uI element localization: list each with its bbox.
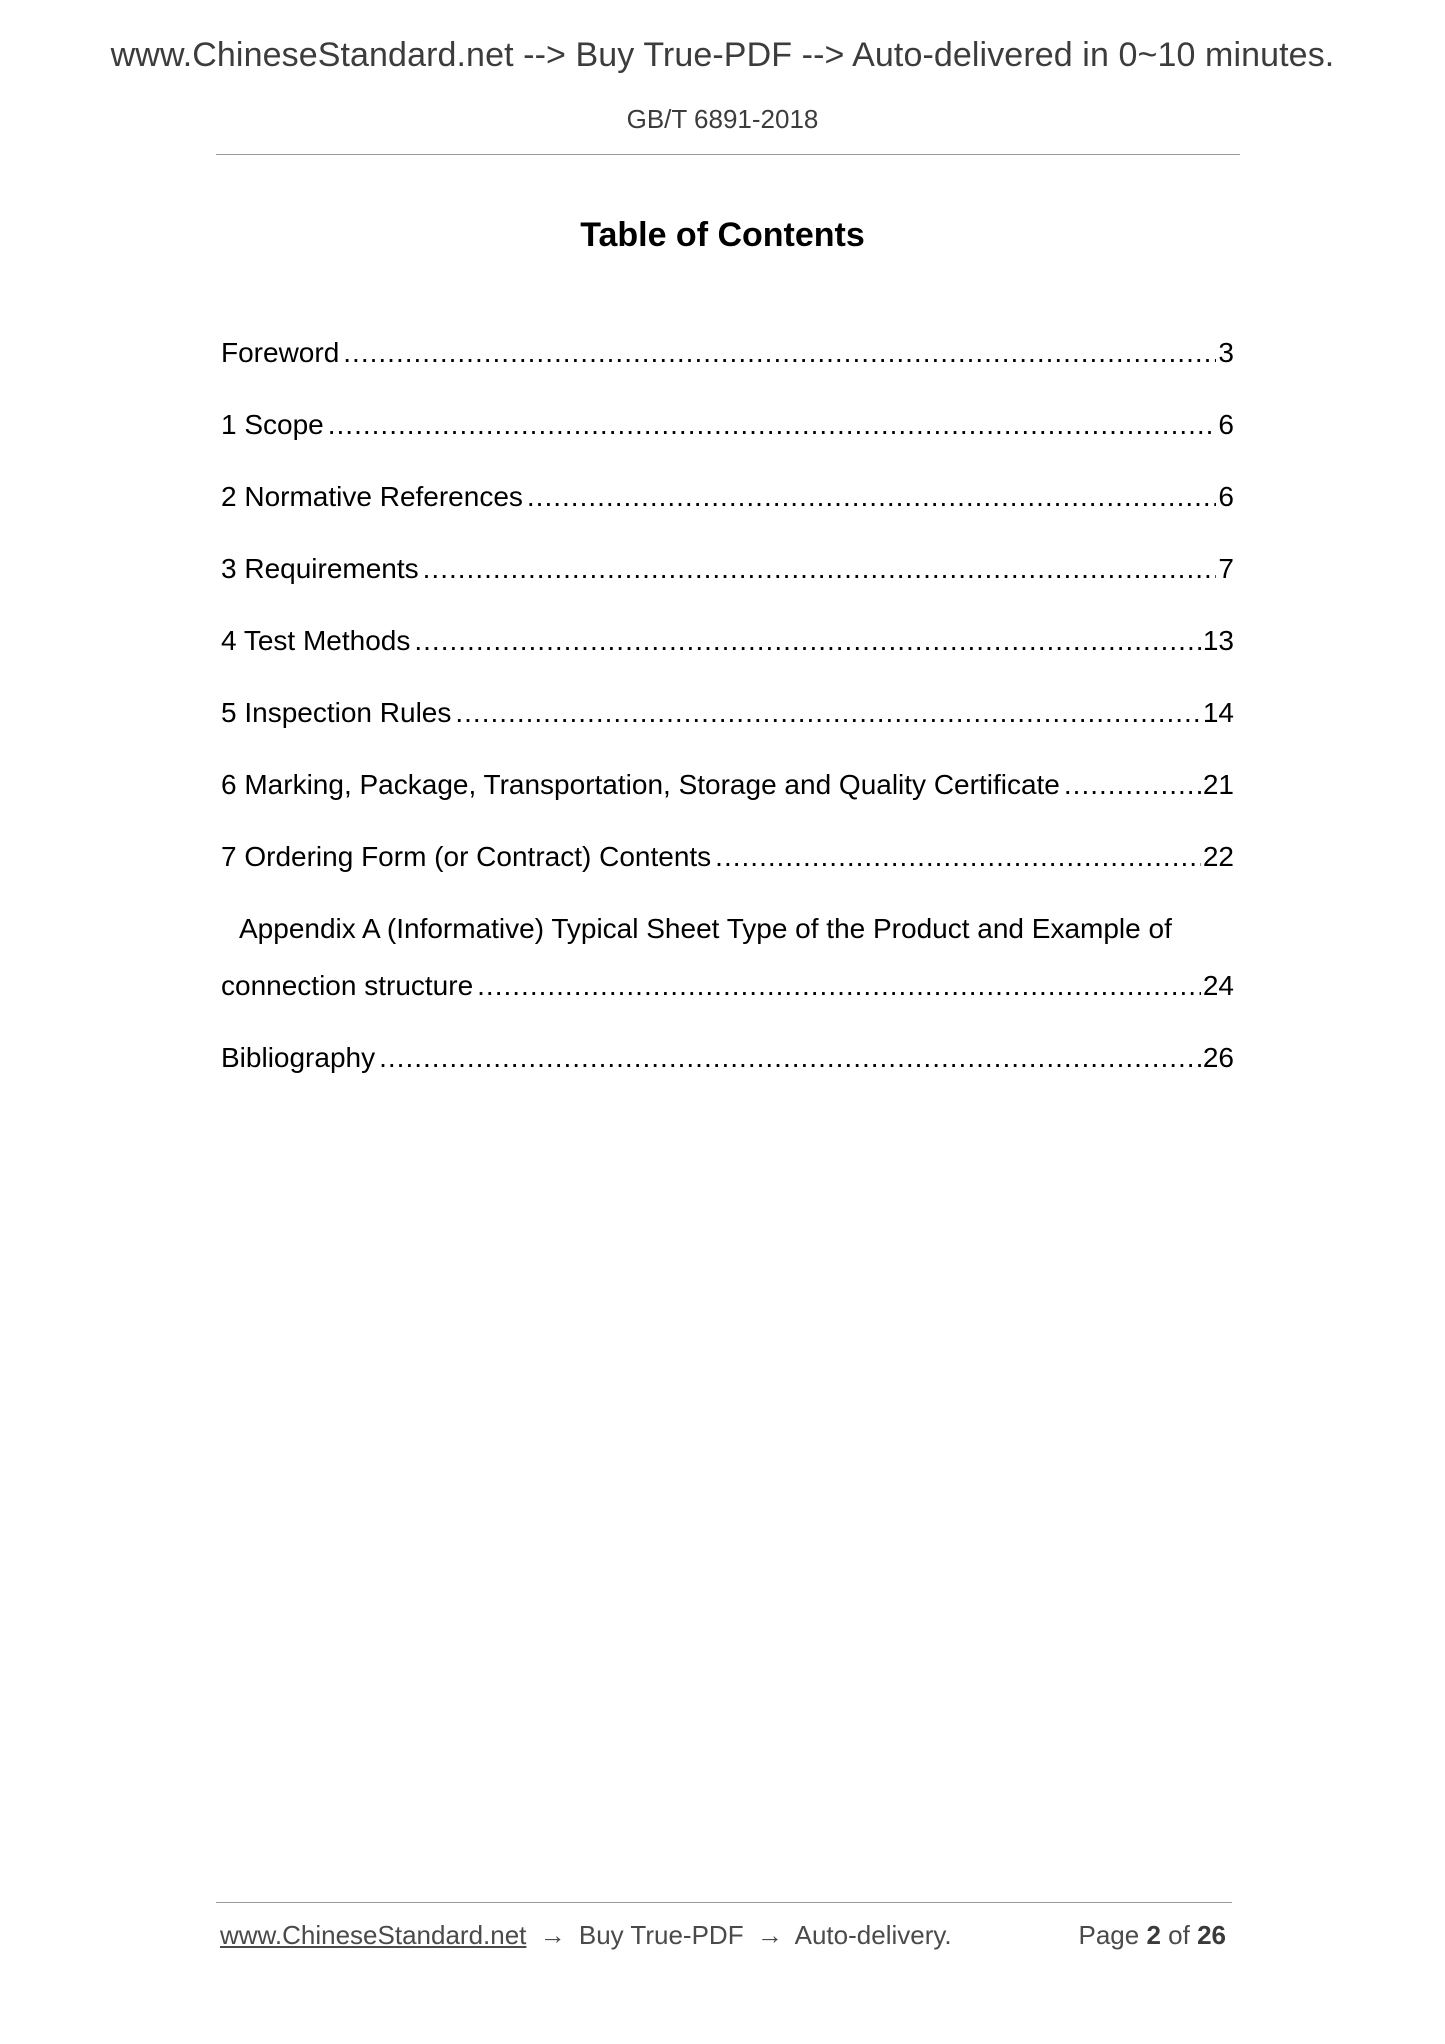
page-of-label: of [1168,1920,1190,1950]
toc-entry-page: 26 [1202,1042,1234,1073]
toc-entry-test-methods[interactable] [221,621,1234,661]
toc-leader-dots [343,333,1216,373]
toc-leader-dots [328,405,1217,445]
footer-divider [216,1902,1232,1903]
toc-entry-requirements[interactable] [221,549,1234,589]
toc-entry-normative-references[interactable] [221,477,1234,517]
page-total: 26 [1197,1920,1226,1950]
toc-entry-scope[interactable] [221,405,1234,445]
toc-entry-appendix-a[interactable] [221,966,1234,1006]
toc-entry-page: 13 [1202,625,1234,656]
toc-entry-page: 6 [1218,481,1234,512]
arrow-right-icon: → [539,1920,566,1950]
toc-leader-dots [423,549,1217,589]
page-footer [220,1920,1230,1951]
toc-entry-page: 14 [1202,697,1234,728]
toc-entry-marking-package[interactable] [221,765,1234,805]
page-current: 2 [1146,1920,1161,1950]
footer-site-link[interactable]: www.ChineseStandard.net [220,1920,527,1950]
toc-entry-bibliography[interactable] [221,1038,1234,1078]
site-banner: www.ChineseStandard.net --> Buy True-PDF --> Auto-delivered in 0~10 minutes. [110,36,1335,74]
toc-entry-inspection-rules[interactable] [221,693,1234,733]
toc-entry-text: connection structure [221,970,474,1001]
toc-entry-ordering-form[interactable] [221,837,1234,877]
toc-entry-text: 1 Scope [221,409,324,440]
toc-entry-text: 3 Requirements [221,553,419,584]
page-number [1078,1920,1226,1951]
toc-title: Table of Contents [580,216,865,254]
header-divider [216,154,1240,155]
toc-entry-foreword[interactable] [221,333,1234,373]
toc-entry-page: 21 [1202,769,1234,800]
toc-entry-page: 22 [1202,841,1234,872]
toc-leader-dots [455,693,1200,733]
toc-entry-text: 7 Ordering Form (or Contract) Contents [221,841,712,872]
toc-entry-page: 24 [1202,970,1234,1001]
toc-leader-dots [414,621,1200,661]
toc-entry-appendix-a-line1[interactable]: Appendix A (Informative) Typical Sheet Type of the Product and Example of [239,913,1172,944]
toc-entry-text: 4 Test Methods [221,625,411,656]
toc-leader-dots [527,477,1217,517]
toc-leader-dots [379,1038,1201,1078]
toc-leader-dots [1064,765,1201,805]
toc-entry-page: 6 [1218,409,1234,440]
arrow-right-icon: → [756,1920,783,1950]
toc-entry-page: 7 [1218,553,1234,584]
standard-code: GB/T 6891-2018 [626,104,819,134]
toc-entry-text: Foreword [221,337,340,368]
toc-entry-page: 3 [1218,337,1234,368]
toc-leader-dots [715,837,1201,877]
toc-entry-text: 5 Inspection Rules [221,697,452,728]
toc-leader-dots [477,966,1201,1006]
footer-delivery-text: Auto-delivery. [794,1920,952,1950]
toc-entry-text: 6 Marking, Package, Transportation, Storage and Quality Certificate [221,769,1060,800]
toc-entry-text: 2 Normative References [221,481,523,512]
toc-entry-text: Bibliography [221,1042,376,1073]
footer-buy-text: Buy True-PDF [578,1920,744,1950]
page-label: Page [1078,1920,1140,1950]
